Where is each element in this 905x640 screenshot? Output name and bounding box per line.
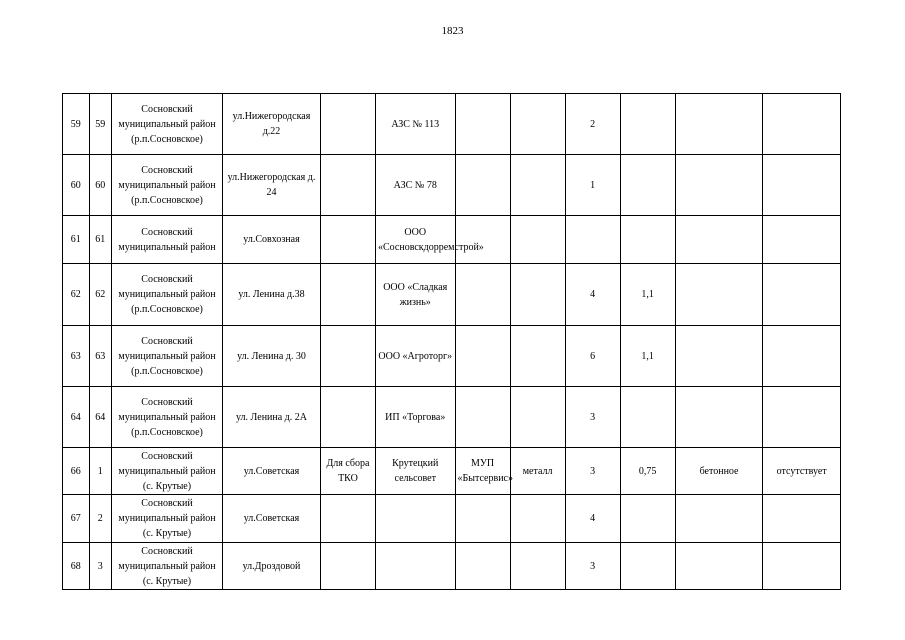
row-number: 64 — [63, 387, 90, 448]
address-cell: ул. Ленина д. 30 — [223, 326, 321, 387]
table-row — [63, 543, 841, 590]
owner-cell: АЗС № 113 — [375, 94, 455, 155]
surface-cell: бетонное — [675, 448, 763, 495]
purpose-cell — [320, 387, 375, 448]
local-number: 3 — [89, 543, 111, 590]
material-cell: металл — [510, 448, 565, 495]
purpose-cell — [320, 495, 375, 543]
surface-cell — [675, 543, 763, 590]
volume-cell — [620, 495, 675, 543]
owner-cell: ООО «Агроторг» — [375, 326, 455, 387]
district-cell: Сосновский муниципальный район (с. Крутые) — [111, 495, 222, 543]
address-cell: ул.Дроздовой — [223, 543, 321, 590]
row-number: 59 — [63, 94, 90, 155]
fence-cell — [763, 216, 841, 264]
volume-cell: 0,75 — [620, 448, 675, 495]
purpose-cell — [320, 543, 375, 590]
row-number: 62 — [63, 264, 90, 326]
district-cell: Сосновский муниципальный район (р.п.Сосновское) — [111, 387, 222, 448]
volume-cell — [620, 155, 675, 216]
volume-cell — [620, 543, 675, 590]
table-row — [63, 326, 841, 387]
table-row — [63, 94, 841, 155]
address-cell: ул.Советская — [223, 495, 321, 543]
row-number: 67 — [63, 495, 90, 543]
local-number: 63 — [89, 326, 111, 387]
owner-cell: ИП «Торгова» — [375, 387, 455, 448]
local-number: 61 — [89, 216, 111, 264]
fence-cell — [763, 264, 841, 326]
local-number: 62 — [89, 264, 111, 326]
table-row — [63, 448, 841, 495]
operator-cell: МУП «Бытсервис» — [455, 448, 510, 495]
local-number: 64 — [89, 387, 111, 448]
count-cell — [565, 216, 620, 264]
owner-cell: Крутецкий сельсовет — [375, 448, 455, 495]
address-cell: ул.Совхозная — [223, 216, 321, 264]
surface-cell — [675, 216, 763, 264]
district-cell: Сосновский муниципальный район (р.п.Сосновское) — [111, 326, 222, 387]
surface-cell — [675, 94, 763, 155]
purpose-cell — [320, 326, 375, 387]
purpose-cell — [320, 216, 375, 264]
purpose-cell — [320, 155, 375, 216]
row-number: 68 — [63, 543, 90, 590]
district-cell: Сосновский муниципальный район (р.п.Сосновское) — [111, 155, 222, 216]
table-row — [63, 387, 841, 448]
count-cell: 2 — [565, 94, 620, 155]
count-cell: 3 — [565, 448, 620, 495]
address-cell: ул.Советская — [223, 448, 321, 495]
container-sites-table — [62, 93, 841, 590]
fence-cell — [763, 155, 841, 216]
count-cell: 6 — [565, 326, 620, 387]
operator-cell — [455, 94, 510, 155]
owner-cell — [375, 543, 455, 590]
operator-cell — [455, 387, 510, 448]
material-cell — [510, 264, 565, 326]
table-row — [63, 216, 841, 264]
owner-cell: АЗС № 78 — [375, 155, 455, 216]
surface-cell — [675, 326, 763, 387]
district-cell: Сосновский муниципальный район (с. Крутые) — [111, 543, 222, 590]
row-number: 66 — [63, 448, 90, 495]
fence-cell — [763, 326, 841, 387]
operator-cell — [455, 216, 510, 264]
material-cell — [510, 216, 565, 264]
material-cell — [510, 155, 565, 216]
district-cell: Сосновский муниципальный район — [111, 216, 222, 264]
surface-cell — [675, 155, 763, 216]
material-cell — [510, 543, 565, 590]
surface-cell — [675, 264, 763, 326]
material-cell — [510, 387, 565, 448]
fence-cell: отсутствует — [763, 448, 841, 495]
count-cell: 1 — [565, 155, 620, 216]
count-cell: 4 — [565, 495, 620, 543]
owner-cell: ООО «Сосновскдорремстрой» — [375, 216, 455, 264]
purpose-cell: Для сбора ТКО — [320, 448, 375, 495]
fence-cell — [763, 387, 841, 448]
volume-cell — [620, 94, 675, 155]
operator-cell — [455, 326, 510, 387]
local-number: 59 — [89, 94, 111, 155]
material-cell — [510, 94, 565, 155]
count-cell: 3 — [565, 387, 620, 448]
material-cell — [510, 326, 565, 387]
operator-cell — [455, 155, 510, 216]
address-cell: ул. Ленина д. 2А — [223, 387, 321, 448]
address-cell: ул.Нижегородская д. 24 — [223, 155, 321, 216]
operator-cell — [455, 264, 510, 326]
table-row — [63, 495, 841, 543]
row-number: 61 — [63, 216, 90, 264]
page-number: 1823 — [441, 25, 464, 37]
district-cell: Сосновский муниципальный район (с. Крутые) — [111, 448, 222, 495]
volume-cell — [620, 387, 675, 448]
surface-cell — [675, 495, 763, 543]
district-cell: Сосновский муниципальный район (р.п.Сосновское) — [111, 94, 222, 155]
table-row — [63, 155, 841, 216]
local-number: 1 — [89, 448, 111, 495]
owner-cell — [375, 495, 455, 543]
material-cell — [510, 495, 565, 543]
row-number: 63 — [63, 326, 90, 387]
local-number: 60 — [89, 155, 111, 216]
operator-cell — [455, 543, 510, 590]
fence-cell — [763, 495, 841, 543]
fence-cell — [763, 94, 841, 155]
count-cell: 3 — [565, 543, 620, 590]
address-cell: ул. Ленина д.38 — [223, 264, 321, 326]
volume-cell: 1,1 — [620, 326, 675, 387]
purpose-cell — [320, 94, 375, 155]
count-cell: 4 — [565, 264, 620, 326]
purpose-cell — [320, 264, 375, 326]
district-cell: Сосновский муниципальный район (р.п.Сосновское) — [111, 264, 222, 326]
row-number: 60 — [63, 155, 90, 216]
volume-cell: 1,1 — [620, 264, 675, 326]
operator-cell — [455, 495, 510, 543]
fence-cell — [763, 543, 841, 590]
surface-cell — [675, 387, 763, 448]
volume-cell — [620, 216, 675, 264]
owner-cell: ООО «Сладкая жизнь» — [375, 264, 455, 326]
address-cell: ул.Нижегородская д.22 — [223, 94, 321, 155]
local-number: 2 — [89, 495, 111, 543]
table-row — [63, 264, 841, 326]
